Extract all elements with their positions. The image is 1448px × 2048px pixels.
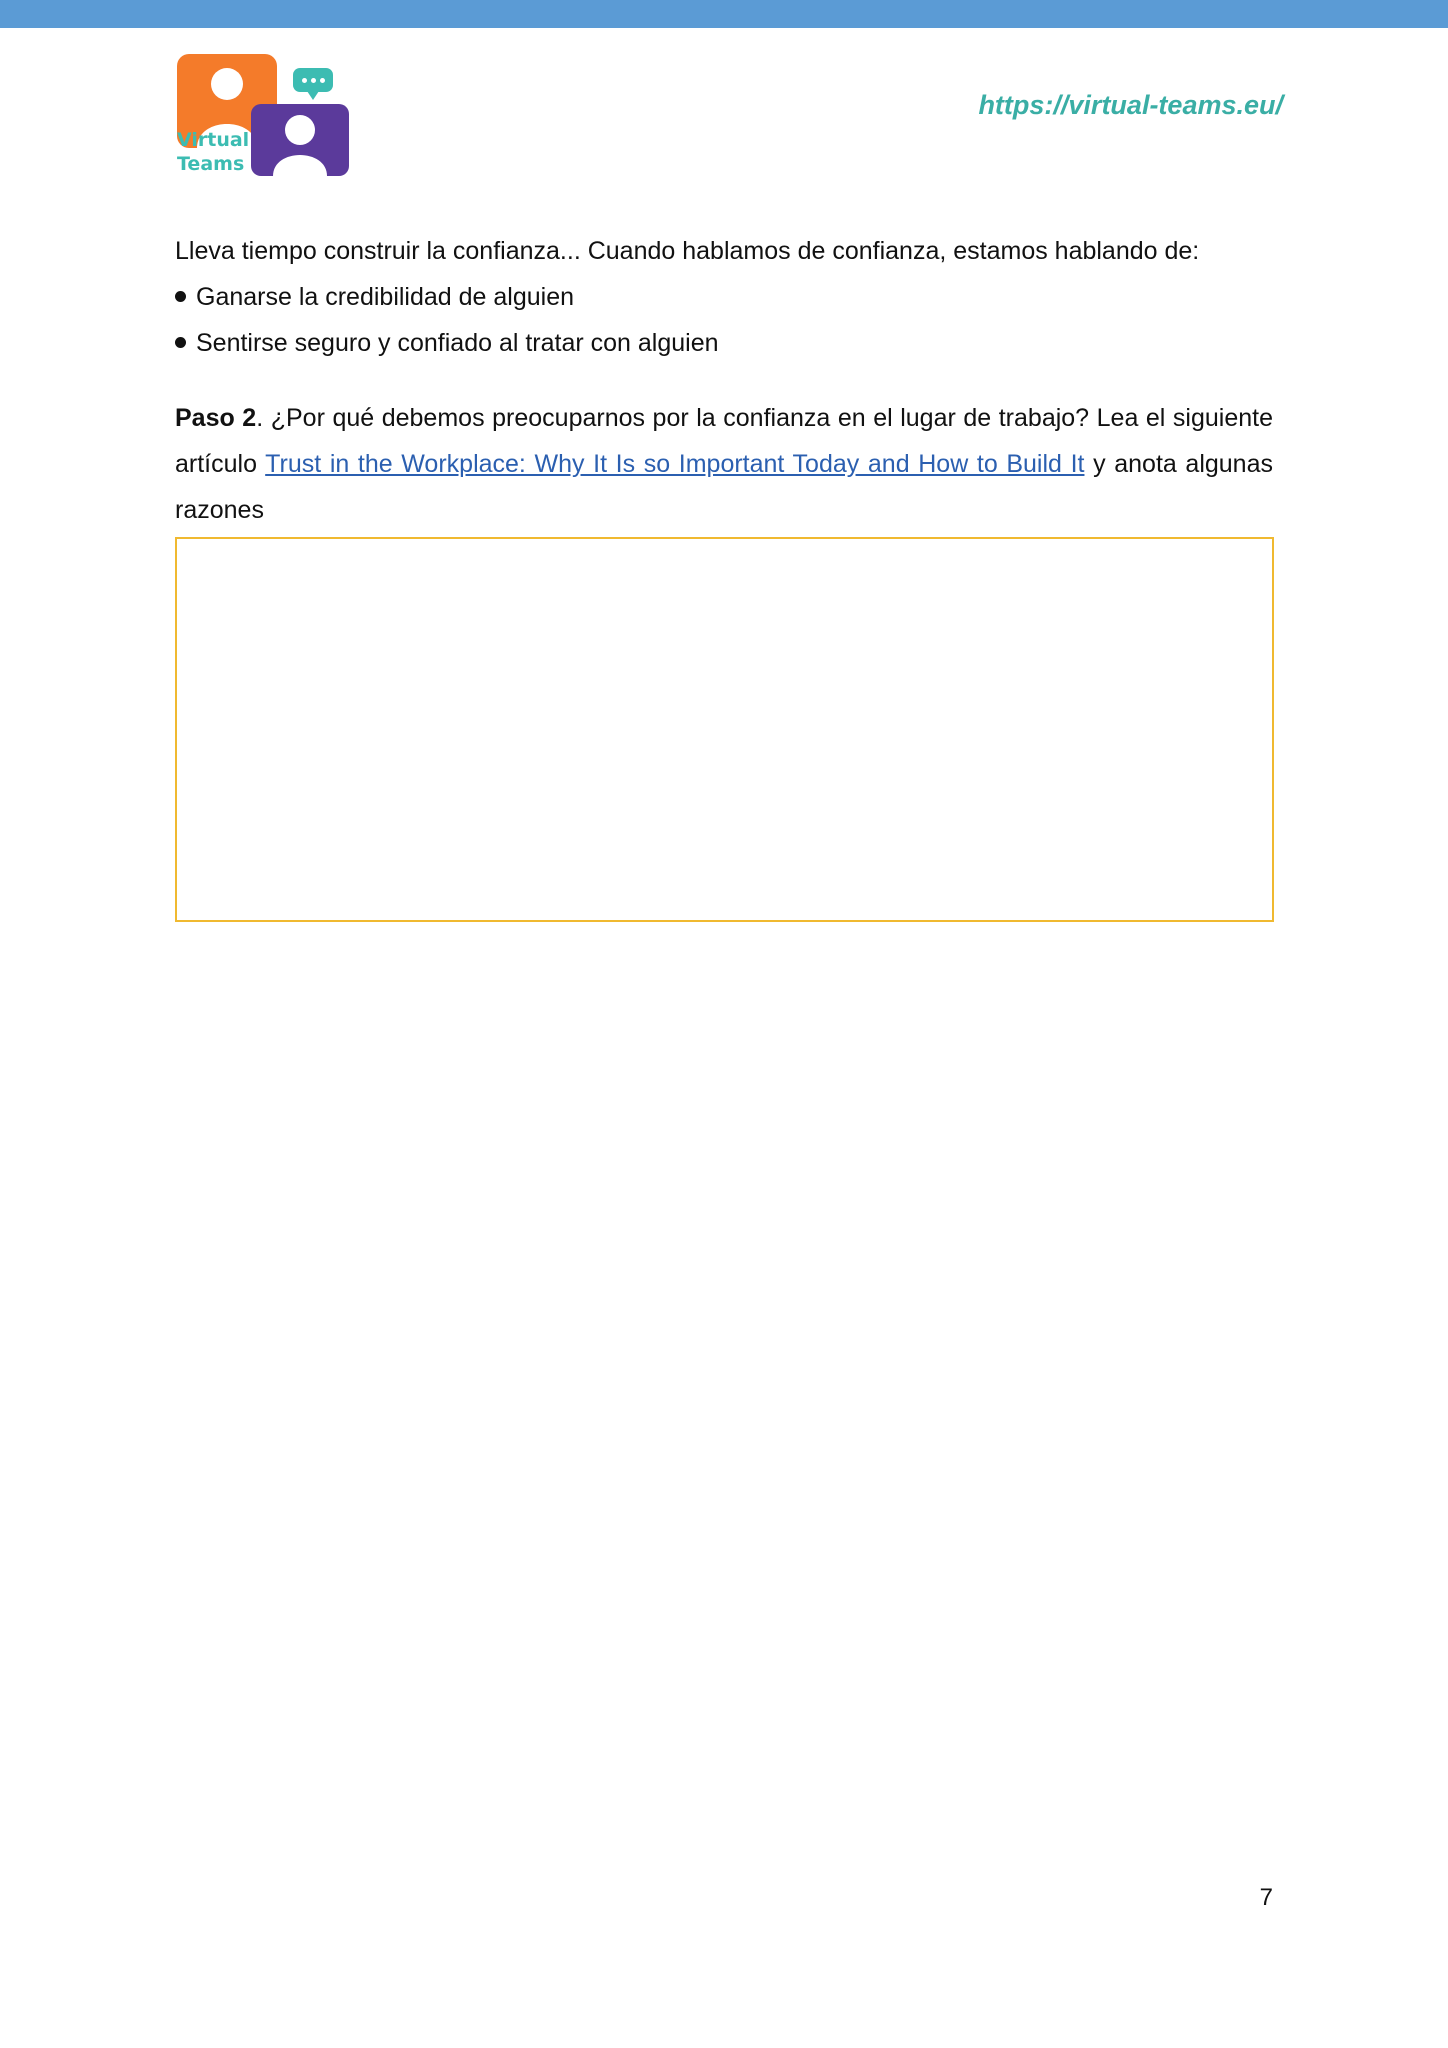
logo-wordmark <box>177 128 249 176</box>
virtual-teams-logo <box>175 52 355 182</box>
chat-bubble-icon <box>293 68 333 92</box>
bullet-text: Sentirse seguro y confiado al tratar con alguien <box>196 329 719 357</box>
bullet-item <box>175 320 1273 366</box>
article-link[interactable]: Trust in the Workplace: Why It Is so Important Today and How to Build It <box>265 450 1085 478</box>
step-label: Paso 2 <box>175 404 257 432</box>
logo-line-2: Teams <box>177 153 245 175</box>
bullet-icon <box>175 337 186 348</box>
top-color-bar <box>0 0 1448 28</box>
header-url[interactable]: https://virtual-teams.eu/ <box>978 90 1283 120</box>
intro-section <box>175 228 1273 366</box>
step-text-after: y anota algunas razones <box>175 450 1273 524</box>
purple-person-card-icon <box>251 104 349 176</box>
step-2-paragraph <box>175 395 1273 533</box>
answer-box[interactable] <box>175 537 1274 922</box>
bullet-text: Ganarse la credibilidad de alguien <box>196 283 575 311</box>
page-number: 7 <box>1259 1884 1273 1911</box>
bullet-icon <box>175 291 186 302</box>
intro-text: Lleva tiempo construir la confianza... Cuando hablamos de confianza, estamos hablando de: <box>175 237 1200 265</box>
step-text-before: . ¿Por qué debemos preocuparnos por la confianza en el lugar de trabajo? Lea el siguiente artículo <box>175 404 1273 478</box>
bullet-item <box>175 274 1273 320</box>
logo-line-1: Virtual <box>177 129 250 151</box>
